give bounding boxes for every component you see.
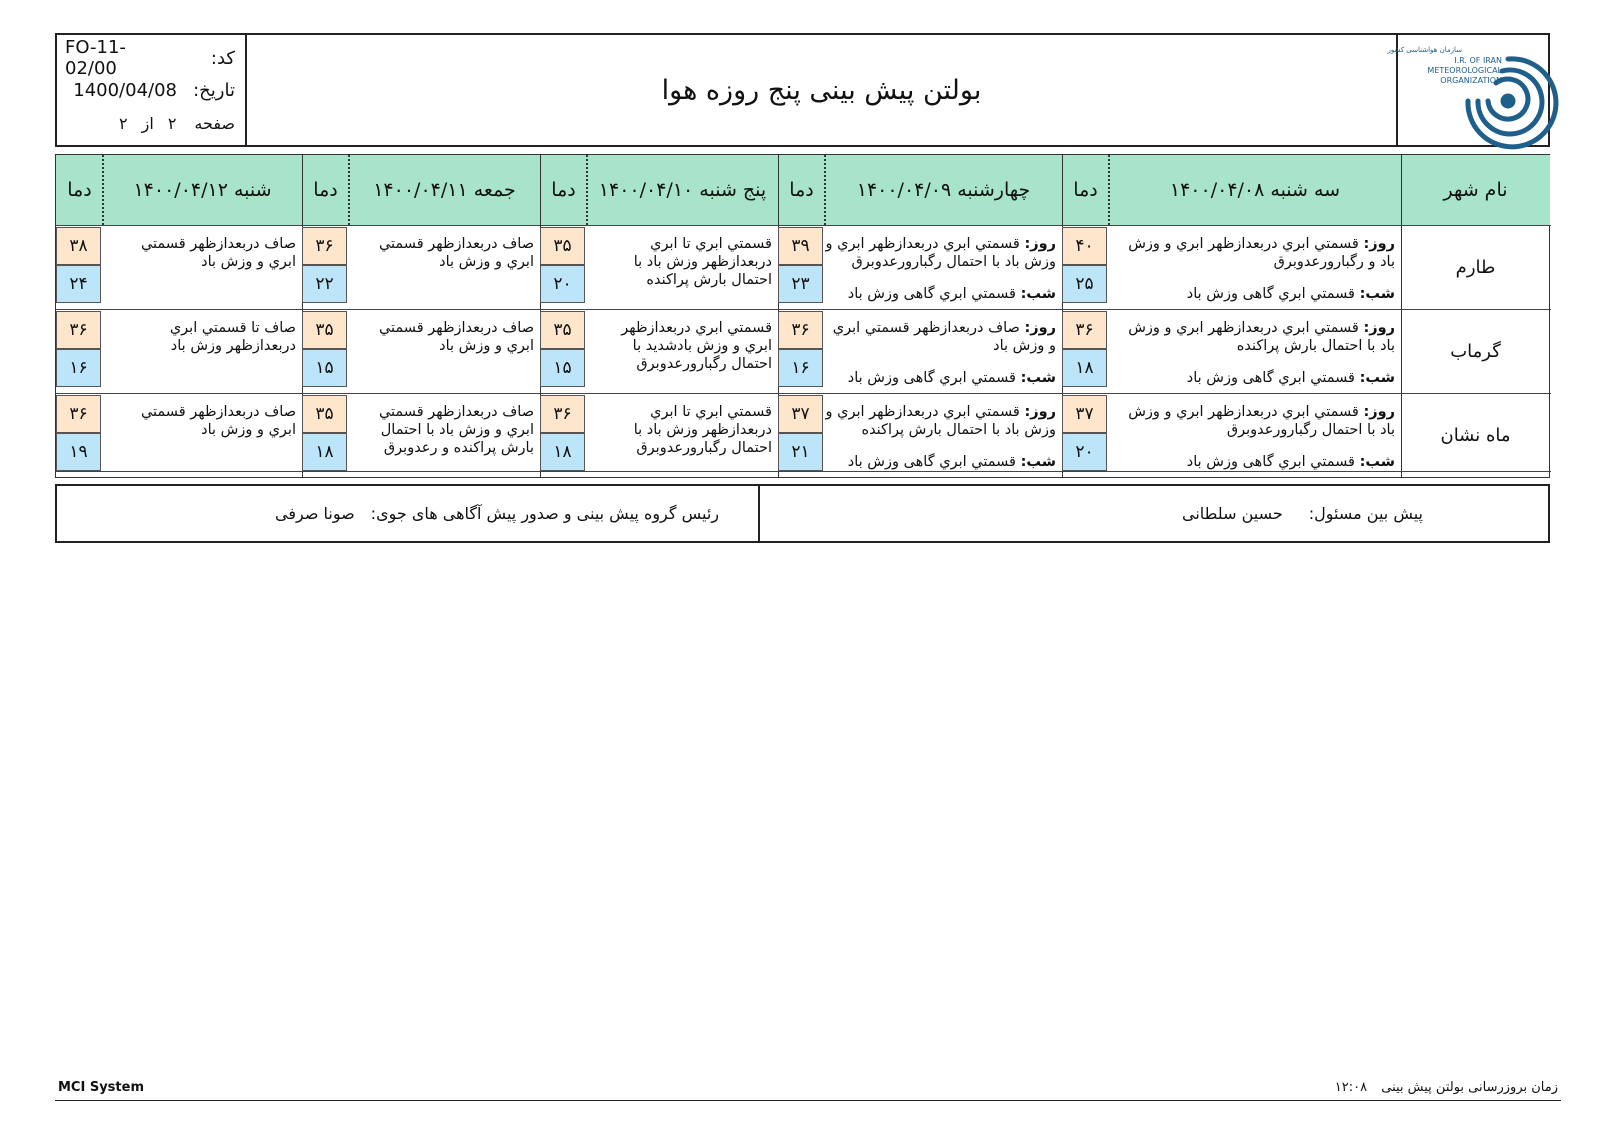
temp-max: ۳۶ xyxy=(1062,311,1107,349)
city-name: طارم xyxy=(1455,256,1496,278)
date-label: تاریخ: xyxy=(193,79,235,101)
bulletin-header xyxy=(55,33,1550,147)
forecast-table xyxy=(55,154,1550,478)
date-row xyxy=(65,75,235,105)
day-title-5: شنبه ۱۴۰۰/۰۴/۱۲ xyxy=(133,179,272,201)
temp-max: ۳۶ xyxy=(302,227,347,265)
temp-min: ۱۸ xyxy=(302,433,347,471)
temp-header-5 xyxy=(56,155,103,225)
night-label: شب: xyxy=(1020,370,1056,386)
temp-min: ۲۴ xyxy=(56,265,101,303)
temp-min: ۲۰ xyxy=(540,265,585,303)
temp-min: ۱۵ xyxy=(302,349,347,387)
update-time: ۱۲:۰۸ xyxy=(1334,1080,1368,1095)
forecast-text: قسمتي ابري تا ابري دربعدازظهر وزش باد با احتمال بارش پراکنده xyxy=(633,236,772,288)
temp-min: ۱۸ xyxy=(1062,349,1107,387)
meteorological-organization-logo xyxy=(1387,35,1548,145)
day-title-4: جمعه ۱۴۰۰/۰۴/۱۱ xyxy=(373,179,516,201)
temp-max: ۳۶ xyxy=(540,395,585,433)
city-column-label: نام شهر xyxy=(1443,179,1508,201)
temp-min: ۲۳ xyxy=(778,265,823,303)
forecast-text: صاف تا قسمتي ابري دربعدازظهر وزش باد xyxy=(169,320,296,354)
forecast-text: صاف دربعدازظهر قسمتي ابري و وزش باد xyxy=(140,404,296,438)
logo-org-en-1: I.R. OF IRAN xyxy=(1454,56,1502,65)
temp-min: ۱۸ xyxy=(540,433,585,471)
night-forecast: قسمتي ابري گاهی وزش باد xyxy=(1186,286,1355,302)
temp-max: ۳۹ xyxy=(778,227,823,265)
forecast-text: صاف دربعدازظهر قسمتي ابري و وزش باد با احتمال بارش پراکنده و رعدوبرق xyxy=(378,404,534,456)
forecast-text: قسمتي ابري دربعدازظهر ابري و وزش بادشدید با احتمال رگبارورعدوبرق xyxy=(621,320,772,372)
temp-max: ۳۶ xyxy=(56,311,101,349)
page-of: از xyxy=(141,113,154,133)
head-name: صونا صرفی xyxy=(275,504,355,523)
city-name: ماه نشان xyxy=(1440,424,1511,446)
temp-max: ۳۵ xyxy=(540,227,585,265)
temp-max: ۳۶ xyxy=(56,395,101,433)
temp-label-2: دما xyxy=(789,179,814,201)
day-forecast: قسمتي ابري دربعدازظهر ابري و وزش باد با احتمال رگبارورعدوبرق xyxy=(1128,404,1395,438)
city-name: گرماب xyxy=(1450,340,1501,362)
day-title-1: سه شنبه ۱۴۰۰/۰۴/۰۸ xyxy=(1169,179,1341,201)
row-divider xyxy=(56,471,1551,472)
page-current: ۲ xyxy=(167,113,177,133)
day-title-3: پنج شنبه ۱۴۰۰/۰۴/۱۰ xyxy=(598,179,767,201)
forecast-day-night xyxy=(1109,319,1395,387)
logo-org-en-3: ORGANIZATION xyxy=(1440,76,1502,85)
day-header-4 xyxy=(349,155,540,225)
responsible-forecaster xyxy=(758,486,1548,541)
day-title-2: چهارشنبه ۱۴۰۰/۰۴/۰۹ xyxy=(856,179,1031,201)
forecast-day-night xyxy=(825,319,1056,387)
forecast-day-night xyxy=(825,403,1056,471)
night-label: شب: xyxy=(1359,454,1395,470)
city-column-header xyxy=(1401,155,1550,225)
forecast-group-head xyxy=(57,486,764,541)
day-forecast: قسمتي ابري دربعدازظهر ابري و وزش باد با احتمال رگبارورعدوبرق xyxy=(825,236,1056,270)
day-label: روز: xyxy=(1363,320,1395,336)
day-forecast: صاف دربعدازظهر قسمتي ابري و وزش باد xyxy=(832,320,1056,354)
temp-max: ۳۵ xyxy=(540,311,585,349)
title-cell xyxy=(245,35,1398,145)
date-value: 1400/04/08 xyxy=(73,79,177,101)
page-row xyxy=(65,108,235,138)
page-label: صفحه xyxy=(194,113,235,133)
temp-header-2 xyxy=(778,155,825,225)
temp-min: ۱۹ xyxy=(56,433,101,471)
logo-cell xyxy=(1387,35,1548,145)
day-label: روز: xyxy=(1024,236,1056,252)
night-label: شب: xyxy=(1359,370,1395,386)
code-label: کد: xyxy=(210,47,235,69)
day-label: روز: xyxy=(1024,320,1056,336)
night-forecast: قسمتي ابري گاهی وزش باد xyxy=(847,370,1016,386)
temp-min: ۱۶ xyxy=(778,349,823,387)
night-forecast: قسمتي ابري گاهی وزش باد xyxy=(847,286,1016,302)
forecast-text: صاف دربعدازظهر قسمتي ابري و وزش باد xyxy=(378,236,534,270)
update-time-row xyxy=(1335,1080,1558,1095)
forecast-day-night xyxy=(1109,235,1395,303)
temp-max: ۳۷ xyxy=(778,395,823,433)
temp-min: ۱۶ xyxy=(56,349,101,387)
day-header-1 xyxy=(1109,155,1401,225)
bottom-rule xyxy=(55,1100,1561,1101)
day-label: روز: xyxy=(1363,404,1395,420)
temp-min: ۲۵ xyxy=(1062,265,1107,303)
page-total: ۲ xyxy=(119,113,128,133)
temp-max: ۳۵ xyxy=(302,395,347,433)
header-dotted-divider xyxy=(1108,155,1110,225)
day-header-3 xyxy=(587,155,778,225)
system-name: MCI System xyxy=(58,1080,144,1095)
temp-header-1 xyxy=(1062,155,1109,225)
temp-max: ۳۶ xyxy=(778,311,823,349)
header-dotted-divider xyxy=(824,155,826,225)
temp-max: ۴۰ xyxy=(1062,227,1107,265)
temp-header-4 xyxy=(302,155,349,225)
day-forecast: قسمتي ابري دربعدازظهر ابري و وزش باد و رگبارورعدوبرق xyxy=(1128,236,1395,270)
logo-org-en-2: METEOROLOGICAL xyxy=(1427,66,1502,75)
night-label: شب: xyxy=(1020,454,1056,470)
forecast-day-night xyxy=(825,235,1056,303)
temp-min: ۲۲ xyxy=(302,265,347,303)
temp-label-1: دما xyxy=(1073,179,1098,201)
code-value: FO-11-02/00 xyxy=(65,37,126,79)
day-header-2 xyxy=(825,155,1062,225)
night-forecast: قسمتي ابري گاهی وزش باد xyxy=(847,454,1016,470)
temp-label-5: دما xyxy=(67,179,92,201)
row-divider xyxy=(56,225,1551,226)
night-label: شب: xyxy=(1359,286,1395,302)
temp-min: ۲۱ xyxy=(778,433,823,471)
night-forecast: قسمتي ابري گاهی وزش باد xyxy=(1186,454,1355,470)
page-title: بولتن پیش بینی پنج روزه هوا xyxy=(661,74,982,106)
day-label: روز: xyxy=(1024,404,1056,420)
header-dotted-divider xyxy=(102,155,104,225)
temp-max: ۳۷ xyxy=(1062,395,1107,433)
temp-label-4: دما xyxy=(313,179,338,201)
night-label: شب: xyxy=(1020,286,1056,302)
day-forecast: قسمتي ابري دربعدازظهر ابري و وزش باد با احتمال بارش پراکنده xyxy=(1128,320,1395,354)
forecaster-name: حسین سلطانی xyxy=(1181,504,1283,523)
day-header-5 xyxy=(103,155,302,225)
temp-label-3: دما xyxy=(551,179,576,201)
temp-max: ۳۵ xyxy=(302,311,347,349)
day-forecast: قسمتي ابري دربعدازظهر ابري و وزش باد با احتمال بارش پراکنده xyxy=(825,404,1056,438)
temp-header-3 xyxy=(540,155,587,225)
row-divider xyxy=(56,309,1551,310)
row-divider xyxy=(56,393,1551,394)
temp-max: ۳۸ xyxy=(56,227,101,265)
forecast-text: قسمتي ابري تا ابري دربعدازظهر وزش باد با احتمال رگبارورعدوبرق xyxy=(633,404,772,456)
signature-box xyxy=(55,484,1550,543)
forecast-text: صاف دربعدازظهر قسمتي ابري و وزش باد xyxy=(140,236,296,270)
night-forecast: قسمتي ابري گاهی وزش باد xyxy=(1186,370,1355,386)
day-label: روز: xyxy=(1363,236,1395,252)
forecaster-label: پیش بین مسئول: xyxy=(1308,504,1423,523)
forecast-day-night xyxy=(1109,403,1395,471)
head-label: رئیس گروه پیش بینی و صدور پیش آگاهی های جوی: xyxy=(370,504,719,523)
temp-min: ۲۰ xyxy=(1062,433,1107,471)
header-dotted-divider xyxy=(348,155,350,225)
header-dotted-divider xyxy=(586,155,588,225)
update-label: زمان بروزرسانی بولتن پیش بینی xyxy=(1381,1080,1558,1095)
logo-org-fa: سازمان هواشناسی کشور xyxy=(1387,46,1462,54)
forecast-text: صاف دربعدازظهر قسمتي ابري و وزش باد xyxy=(378,320,534,354)
code-row xyxy=(65,37,235,79)
document-meta xyxy=(57,35,247,145)
temp-min: ۱۵ xyxy=(540,349,585,387)
